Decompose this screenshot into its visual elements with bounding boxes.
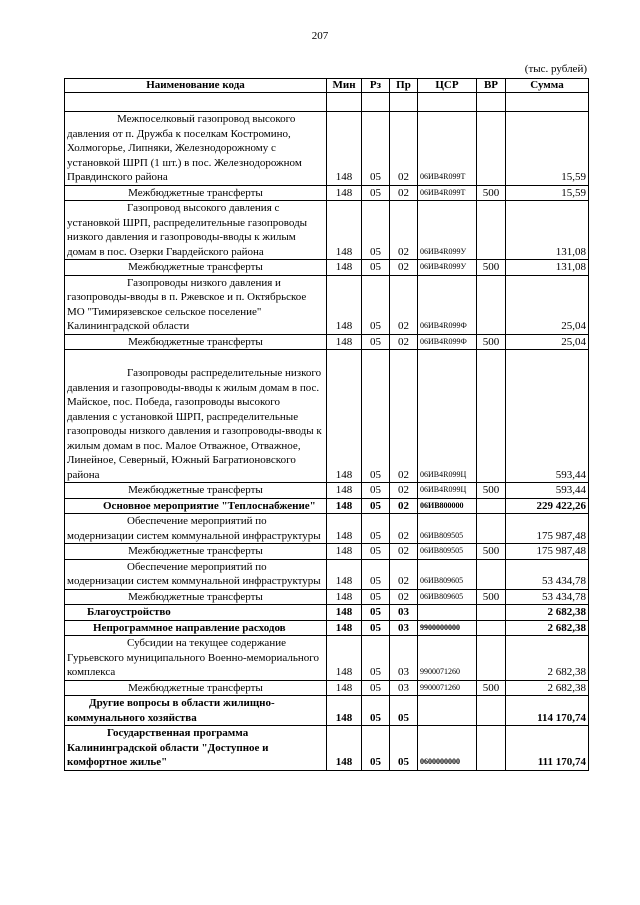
row-pr: 03 — [390, 680, 418, 696]
table-row — [65, 483, 589, 499]
table-row — [65, 201, 589, 260]
row-csr: 06ИВ809505 — [418, 544, 477, 560]
row-name — [65, 559, 327, 589]
row-name — [65, 620, 327, 636]
row-sum: 114 170,74 — [506, 696, 589, 726]
row-csr: 9900071260 — [418, 680, 477, 696]
row-pr: 03 — [390, 636, 418, 681]
row-sum: 15,59 — [506, 185, 589, 201]
row-rz: 05 — [362, 544, 390, 560]
row-csr: 06ИВ4R099Т — [418, 112, 477, 186]
budget-table — [64, 78, 589, 771]
row-rz: 05 — [362, 275, 390, 334]
row-vr — [477, 201, 506, 260]
row-vr — [477, 498, 506, 514]
row-pr: 02 — [390, 350, 418, 483]
row-name: Межбюджетные трансферты — [65, 483, 327, 499]
row-name-text: Другие вопросы в области жилищно-коммунального хозяйства — [67, 697, 275, 724]
row-rz: 05 — [362, 185, 390, 201]
row-sum: 2 682,38 — [506, 680, 589, 696]
row-name — [65, 201, 327, 260]
row-name-text: Межпоселковый газопровод высокого давления от п. Дружба к поселкам Костромино, Холмогорье, Липняки, Железнодорожному с установкой ШРП (1 шт.) в пос. Железнодорожном Правдинского района — [67, 113, 302, 183]
row-name-text: Государственная программа Калининградской области "Доступное и комфортное жилье" — [67, 727, 269, 768]
row-csr — [418, 605, 477, 621]
table-row — [65, 514, 589, 544]
table-row — [65, 726, 589, 771]
row-name — [65, 498, 327, 514]
row-rz: 05 — [362, 498, 390, 514]
row-min: 148 — [327, 350, 362, 483]
row-sum: 175 987,48 — [506, 544, 589, 560]
column-header-min: Мин — [327, 79, 362, 93]
row-pr: 02 — [390, 201, 418, 260]
row-name-text: Обеспечение мероприятий по модернизации систем коммунальной инфраструктуры — [67, 515, 321, 542]
row-csr — [418, 696, 477, 726]
row-csr: 06ИВ4R099У — [418, 260, 477, 276]
row-min: 148 — [327, 559, 362, 589]
row-name — [65, 275, 327, 334]
table-row — [65, 680, 589, 696]
row-csr: 06ИВ4R099Ц — [418, 350, 477, 483]
row-name — [65, 112, 327, 186]
row-name: Межбюджетные трансферты — [65, 544, 327, 560]
row-vr: 500 — [477, 334, 506, 350]
row-rz: 05 — [362, 514, 390, 544]
row-csr: 0600000000 — [418, 726, 477, 771]
row-name-text: Субсидии на текущее содержание Гурьевского муниципального Военно-мемориального комплекса — [67, 637, 319, 678]
row-rz: 05 — [362, 334, 390, 350]
row-vr — [477, 559, 506, 589]
row-rz: 05 — [362, 589, 390, 605]
row-name: Межбюджетные трансферты — [65, 185, 327, 201]
row-vr: 500 — [477, 589, 506, 605]
row-name — [65, 726, 327, 771]
row-vr — [477, 275, 506, 334]
table-row — [65, 696, 589, 726]
row-vr: 500 — [477, 185, 506, 201]
row-rz: 05 — [362, 636, 390, 681]
table-row — [65, 498, 589, 514]
row-name: Межбюджетные трансферты — [65, 334, 327, 350]
row-sum: 2 682,38 — [506, 605, 589, 621]
row-min: 148 — [327, 726, 362, 771]
row-sum: 2 682,38 — [506, 620, 589, 636]
column-header-rz: Рз — [362, 79, 390, 93]
table-row — [65, 605, 589, 621]
page-number: 207 — [311, 30, 329, 42]
row-sum: 25,04 — [506, 275, 589, 334]
row-vr — [477, 726, 506, 771]
row-min: 148 — [327, 620, 362, 636]
row-name — [65, 514, 327, 544]
table-row — [65, 559, 589, 589]
row-sum: 53 434,78 — [506, 589, 589, 605]
column-header-sum: Сумма — [506, 79, 589, 93]
table-row — [65, 275, 589, 334]
row-min: 148 — [327, 201, 362, 260]
row-sum: 593,44 — [506, 350, 589, 483]
row-min: 148 — [327, 260, 362, 276]
row-rz: 05 — [362, 112, 390, 186]
row-min: 148 — [327, 636, 362, 681]
row-min: 148 — [327, 605, 362, 621]
row-sum: 131,08 — [506, 260, 589, 276]
row-vr — [477, 514, 506, 544]
row-pr: 02 — [390, 498, 418, 514]
row-name: Межбюджетные трансферты — [65, 260, 327, 276]
row-name: Межбюджетные трансферты — [65, 680, 327, 696]
row-rz: 05 — [362, 483, 390, 499]
table-row-spacer — [65, 93, 589, 112]
row-pr: 02 — [390, 112, 418, 186]
row-name: Межбюджетные трансферты — [65, 589, 327, 605]
row-name-text: Непрограммное направление расходов — [93, 621, 286, 634]
row-pr: 05 — [390, 726, 418, 771]
table-row — [65, 185, 589, 201]
row-pr: 02 — [390, 483, 418, 499]
row-sum: 53 434,78 — [506, 559, 589, 589]
row-min: 148 — [327, 544, 362, 560]
table-row — [65, 544, 589, 560]
row-vr — [477, 620, 506, 636]
row-vr — [477, 350, 506, 483]
row-csr: 06ИВ809605 — [418, 559, 477, 589]
row-min: 148 — [327, 696, 362, 726]
row-rz: 05 — [362, 350, 390, 483]
units-label: (тыс. рублей) — [524, 63, 587, 75]
row-rz: 05 — [362, 605, 390, 621]
row-sum: 175 987,48 — [506, 514, 589, 544]
row-name — [65, 696, 327, 726]
row-pr: 03 — [390, 605, 418, 621]
row-name — [65, 350, 327, 483]
table-row — [65, 350, 589, 483]
table-row — [65, 620, 589, 636]
column-header-pr: Пр — [390, 79, 418, 93]
row-pr: 02 — [390, 559, 418, 589]
row-vr — [477, 112, 506, 186]
row-vr: 500 — [477, 544, 506, 560]
row-rz: 05 — [362, 726, 390, 771]
row-min: 148 — [327, 112, 362, 186]
row-csr: 06ИВ4R099Ц — [418, 483, 477, 499]
table-row — [65, 636, 589, 681]
row-vr — [477, 636, 506, 681]
row-name — [65, 636, 327, 681]
row-min: 148 — [327, 334, 362, 350]
row-sum: 229 422,26 — [506, 498, 589, 514]
table-header — [65, 79, 589, 93]
row-csr: 06ИВ809605 — [418, 589, 477, 605]
row-min: 148 — [327, 498, 362, 514]
row-rz: 05 — [362, 620, 390, 636]
table-row — [65, 260, 589, 276]
row-min: 148 — [327, 483, 362, 499]
column-header-csr: ЦСР — [418, 79, 477, 93]
row-pr: 03 — [390, 620, 418, 636]
row-rz: 05 — [362, 696, 390, 726]
row-vr: 500 — [477, 680, 506, 696]
row-rz: 05 — [362, 680, 390, 696]
row-min: 148 — [327, 514, 362, 544]
row-rz: 05 — [362, 201, 390, 260]
row-pr: 02 — [390, 544, 418, 560]
row-csr: 9900000000 — [418, 620, 477, 636]
row-name-text: Благоустройство — [87, 606, 171, 618]
row-name — [65, 605, 327, 621]
row-sum: 593,44 — [506, 483, 589, 499]
table-row — [65, 334, 589, 350]
row-pr: 05 — [390, 696, 418, 726]
row-vr: 500 — [477, 483, 506, 499]
row-vr: 500 — [477, 260, 506, 276]
column-header-name: Наименование кода — [65, 79, 327, 93]
row-name-text: Газопровод высокого давления с установкой ШРП, распределительные газопроводы низкого давления и газопроводы-вводы к жилым домам в пос. Озерки Гвардейского района — [67, 202, 308, 258]
row-rz: 05 — [362, 260, 390, 276]
row-name-text: Основное мероприятие "Теплоснабжение" — [103, 499, 316, 512]
row-vr — [477, 696, 506, 726]
table-row — [65, 589, 589, 605]
row-csr: 06ИВ809505 — [418, 514, 477, 544]
row-pr: 02 — [390, 514, 418, 544]
row-name-text: Газопроводы низкого давления и газопроводы-вводы в п. Ржевское и п. Октябрьское МО "Тимирязевское сельское поселение" Калининградской области — [67, 276, 307, 332]
column-header-vr: ВР — [477, 79, 506, 93]
row-pr: 02 — [390, 260, 418, 276]
row-name-text: Газопроводы распределительные низкого давления и газопроводы-вводы к жилым домам в пос. Майское, пос. Победа, газопроводы высокого давления с установкой ШРП, распределительные газопроводы низкого давления и газопроводы-вводы к жилым домам в пос. Малое Отважное, Отважное, Линейное, Северный, Южный Багратионовского района — [67, 367, 322, 481]
row-sum: 15,59 — [506, 112, 589, 186]
row-csr: 06ИВ4R099Ф — [418, 275, 477, 334]
row-csr: 9900071260 — [418, 636, 477, 681]
row-vr — [477, 605, 506, 621]
row-min: 148 — [327, 589, 362, 605]
row-pr: 02 — [390, 589, 418, 605]
row-csr: 06ИВ4R099Ф — [418, 334, 477, 350]
row-sum: 111 170,74 — [506, 726, 589, 771]
row-rz: 05 — [362, 559, 390, 589]
table-row — [65, 112, 589, 186]
row-pr: 02 — [390, 275, 418, 334]
row-csr: 06ИВ4R099Т — [418, 185, 477, 201]
row-pr: 02 — [390, 334, 418, 350]
row-min: 148 — [327, 680, 362, 696]
row-csr: 06ИВ800000 — [418, 498, 477, 514]
row-sum: 2 682,38 — [506, 636, 589, 681]
row-min: 148 — [327, 185, 362, 201]
row-name-text: Обеспечение мероприятий по модернизации систем коммунальной инфраструктуры — [67, 560, 321, 587]
row-csr: 06ИВ4R099У — [418, 201, 477, 260]
row-min: 148 — [327, 275, 362, 334]
row-sum: 25,04 — [506, 334, 589, 350]
row-pr: 02 — [390, 185, 418, 201]
row-sum: 131,08 — [506, 201, 589, 260]
